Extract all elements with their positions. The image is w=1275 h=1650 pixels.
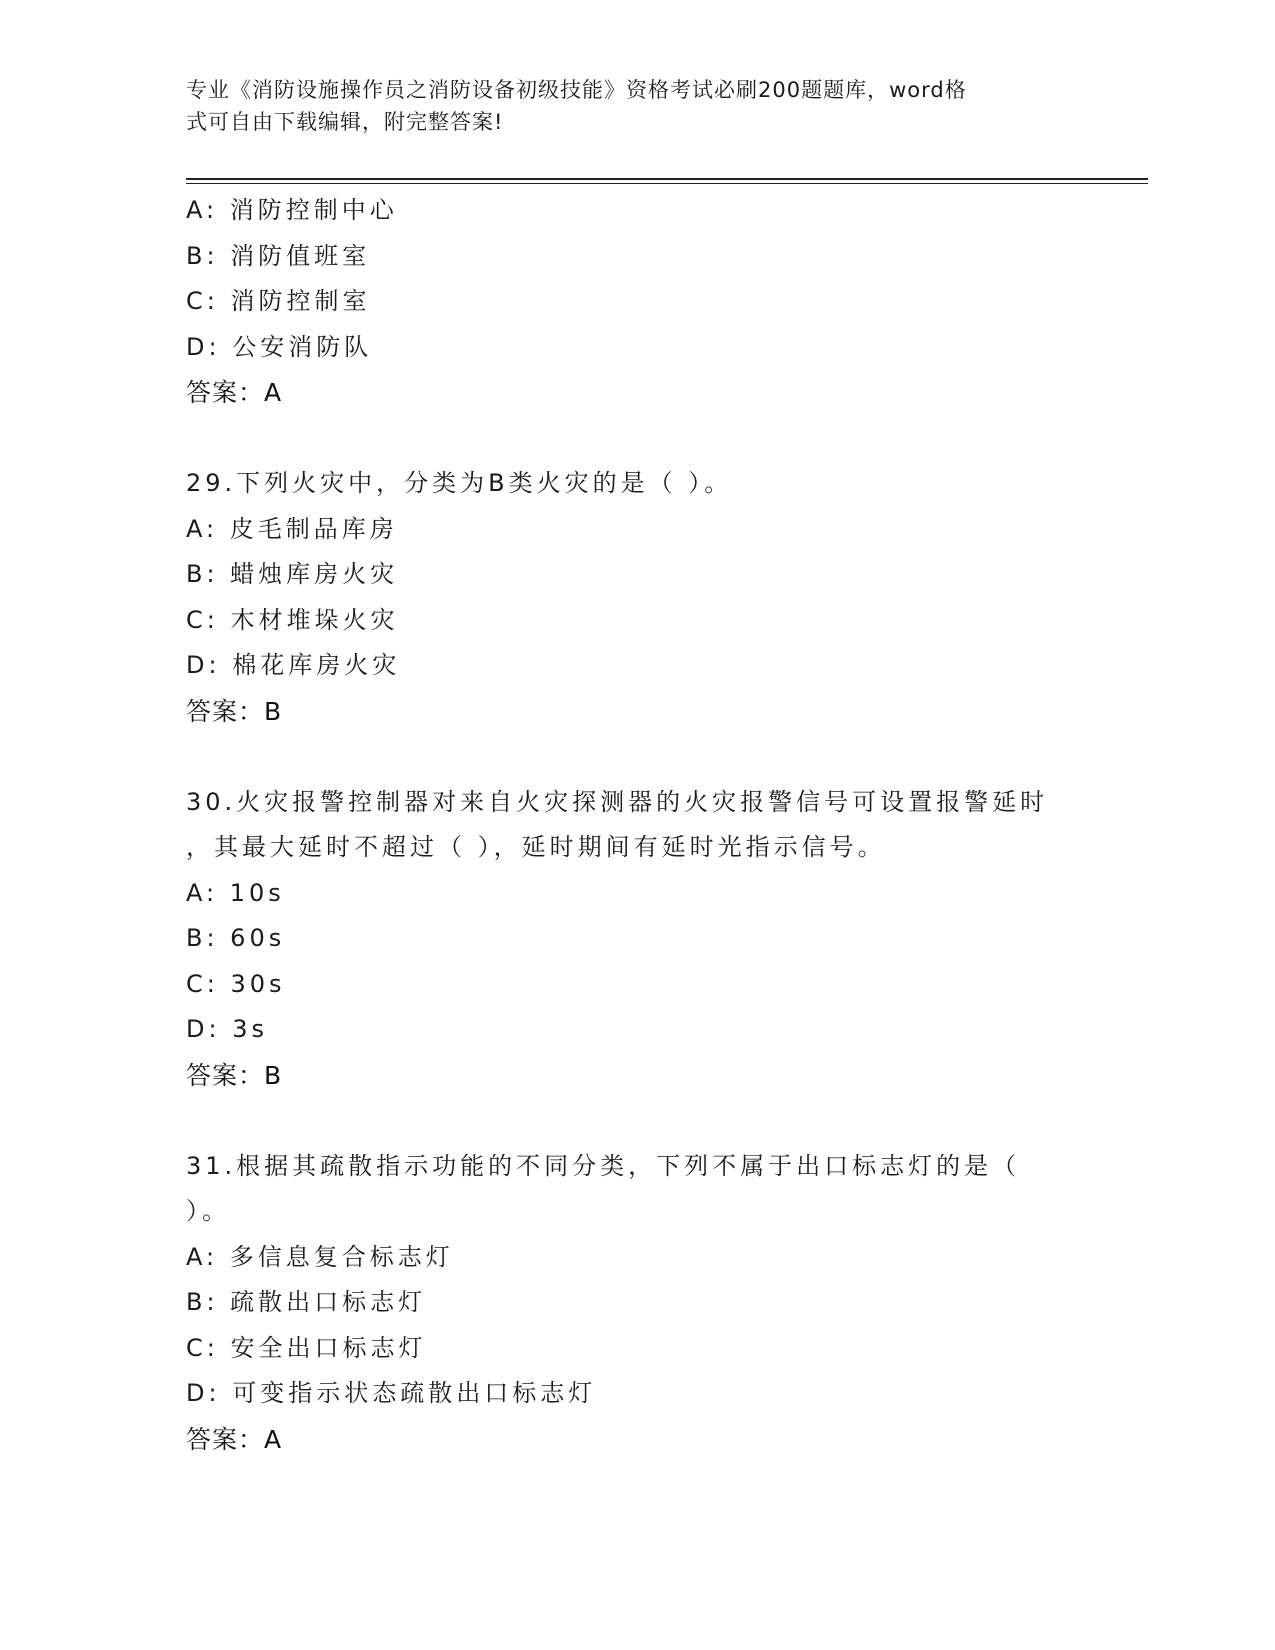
answer: 答案：A [186,1424,283,1454]
option-a: A: 消防控制中心 [186,196,398,224]
option-c: C: 安全出口标志灯 [186,1333,427,1362]
question-stem-line-2: ，其最大延时不超过（ ），延时期间有延时光指示信号。 [186,833,886,861]
question-list [186,188,1086,1462]
option-a: A: 10s [186,878,285,907]
question-stem-line-2: ）。 [186,1197,230,1225]
question-30 [186,780,1086,1099]
option-d: D: 公安消防队 [186,332,373,361]
answer: 答案：B [186,696,283,726]
answer: 答案：A [186,378,283,407]
option-b: B: 60s [186,924,286,952]
spacer [186,734,1086,780]
spacer [186,1098,1086,1144]
option-a: A: 皮毛制品库房 [186,514,398,543]
question-28 [186,188,1086,416]
header-divider-thin [186,183,1148,184]
option-d: D: 可变指示状态疏散出口标志灯 [186,1379,597,1407]
answer: 答案：B [186,1060,283,1090]
option-b: B: 蜡烛库房火灾 [186,560,399,588]
question-stem-line-1: 31.根据其疏散指示功能的不同分类，下列不属于出口标志灯的是（ [186,1151,1021,1180]
option-b: B: 消防值班室 [186,241,371,270]
question-29 [186,461,1086,734]
question-31 [186,1144,1086,1463]
question-stem-line-1: 30.火灾报警控制器对来自火灾探测器的火灾报警信号可设置报警延时 [186,787,1049,816]
spacer [186,416,1086,462]
header-line-1: 专业《消防设施操作员之消防设备初级技能》资格考试必刷200题题库，word格 [186,78,967,102]
option-d: D: 棉花库房火灾 [186,651,401,679]
header-line-2: 式可自由下载编辑，附完整答案! [186,110,504,134]
document-header [186,74,1066,138]
question-stem: 29.下列火灾中，分类为B类火灾的是（ ）。 [186,469,733,497]
option-c: C: 消防控制室 [186,287,371,315]
option-b: B: 疏散出口标志灯 [186,1288,427,1316]
header-divider-thick [186,178,1148,180]
option-c: C: 30s [186,969,286,998]
option-d: D: 3s [186,1015,268,1043]
option-a: A: 多信息复合标志灯 [186,1242,454,1271]
option-c: C: 木材堆垛火灾 [186,605,399,634]
